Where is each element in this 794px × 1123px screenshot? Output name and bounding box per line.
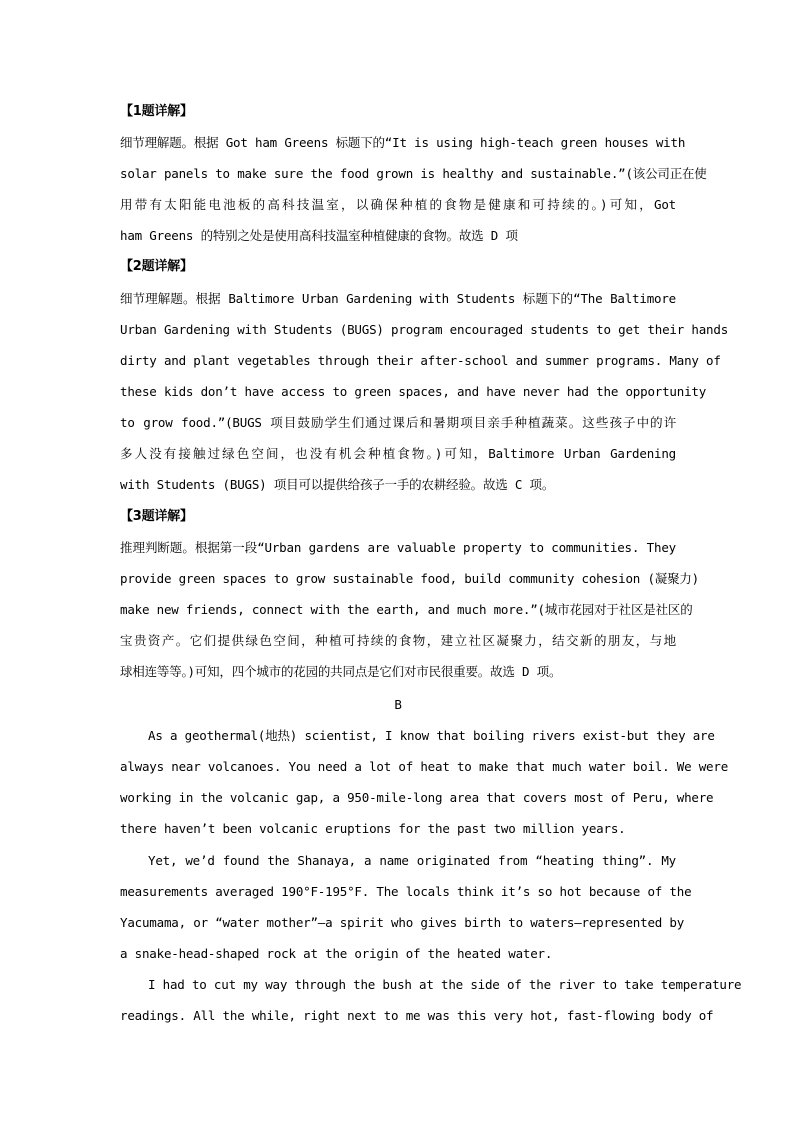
q2-line-7: with Students (BUGS) 项目可以提供给孩子一手的农耕经验。故选 C 项。 <box>120 477 555 492</box>
q2-line-4: these kids don’t have access to green spaces, and have never had the opportunity <box>120 384 707 399</box>
q1-line-4: ham Greens 的特别之处是使用高科技温室种植健康的食物。故选 D 项 <box>120 228 518 243</box>
q1-line-2: solar panels to make sure the food grown is healthy and sustainable.”(该公司正在使 <box>120 166 707 181</box>
b-para1-line-3: working in the volcanic gap, a 950-mile-long area that covers most of Peru, where <box>120 790 714 805</box>
b-para3-line-1: I had to cut my way through the bush at the side of the river to take temperature <box>148 977 742 992</box>
b-para2-line-2: measurements averaged 190°F-195°F. The locals think it’s so hot because of the <box>120 884 692 899</box>
q3-line-5: 球相连等等。)可知，四个城市的花园的共同点是它们对市民很重要。故选 D 项。 <box>120 664 562 679</box>
q3-line-2: provide green spaces to grow sustainable food, build community cohesion (凝聚力) <box>120 571 699 586</box>
section-b-title: B <box>394 697 402 712</box>
b-para1-line-4: there haven’t been volcanic eruptions for the past two million years. <box>120 821 626 836</box>
q1-line-3: 用带有太阳能电池板的高科技温室，以确保种植的食物是健康和可持续的。)可知，Got <box>120 197 676 212</box>
b-para1-line-1: As a geothermal(地热) scientist, I know that boiling rivers exist-but they are <box>148 728 715 743</box>
b-para3-line-2: readings. All the while, right next to me was this very hot, fast-flowing body of <box>120 1008 714 1023</box>
b-para2-line-4: a snake-head-shaped rock at the origin of the heated water. <box>120 946 553 961</box>
q3-line-4: 宝贵资产。它们提供绿色空间，种植可持续的食物，建立社区凝聚力，结交新的朋友，与地 <box>120 633 676 648</box>
b-para2-line-3: Yacumama, or “water mother”—a spirit who gives birth to waters—represented by <box>120 915 685 930</box>
q2-line-1: 细节理解题。根据 Baltimore Urban Gardening with Students 标题下的“The Baltimore <box>120 291 676 306</box>
q3-heading: 【3题详解】 <box>120 509 193 524</box>
q2-line-6: 多人没有接触过绿色空间，也没有机会种植食物。)可知，Baltimore Urban Gardening <box>120 446 676 461</box>
q2-line-5: to grow food.”(BUGS 项目鼓励学生们通过课后和暑期项目亲手种植蔬菜。这些孩子中的许 <box>120 415 676 430</box>
q1-line-1: 细节理解题。根据 Got ham Greens 标题下的“It is using high-teach green houses with <box>120 135 686 150</box>
q2-heading: 【2题详解】 <box>120 259 193 274</box>
q2-line-2: Urban Gardening with Students (BUGS) program encouraged students to get their hands <box>120 322 729 337</box>
b-para2-line-1: Yet, we’d found the Shanaya, a name originated from “heating thing”. My <box>148 853 676 868</box>
q2-line-3: dirty and plant vegetables through their after-school and summer programs. Many of <box>120 353 721 368</box>
q3-line-1: 推理判断题。根据第一段“Urban gardens are valuable property to communities. They <box>120 540 676 555</box>
q3-line-3: make new friends, connect with the earth, and much more.”(城市花园对于社区是社区的 <box>120 602 693 617</box>
b-para1-line-2: always near volcanoes. You need a lot of heat to make that much water boil. We were <box>120 759 729 774</box>
q1-heading: 【1题详解】 <box>120 104 193 119</box>
